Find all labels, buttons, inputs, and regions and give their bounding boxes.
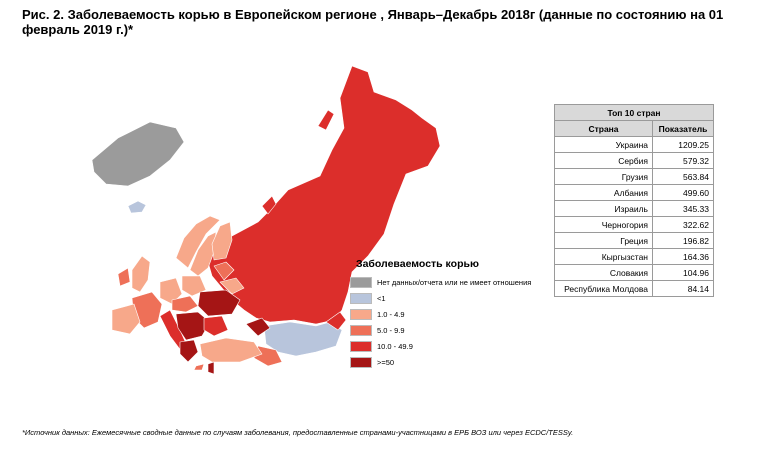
country-cell: Грузия [555, 169, 653, 185]
value-cell: 196.82 [653, 233, 714, 249]
value-cell: 563.84 [653, 169, 714, 185]
region-cyprus [194, 364, 204, 370]
table-row [555, 169, 714, 185]
column-header-value: Показатель [653, 121, 714, 137]
table-row [555, 137, 714, 153]
legend-swatch [350, 357, 372, 368]
region-israel [208, 362, 214, 374]
legend-item [350, 338, 565, 354]
country-cell: Словакия [555, 265, 653, 281]
value-cell: 499.60 [653, 185, 714, 201]
value-cell: 104.96 [653, 265, 714, 281]
legend-swatch [350, 277, 372, 288]
region-romania [204, 316, 228, 336]
table-row [555, 281, 714, 297]
country-cell: Албания [555, 185, 653, 201]
value-cell: 345.33 [653, 201, 714, 217]
region-spain [112, 304, 140, 334]
page-title: Рис. 2. Заболеваемость корью в Европейском регионе , Январь–Декабрь 2018г (данные по состоянию на 01 февраль 2019 г.)* [22, 7, 724, 37]
legend-swatch [350, 325, 372, 336]
value-cell: 1209.25 [653, 137, 714, 153]
table-row [555, 185, 714, 201]
region-turkey [200, 338, 262, 362]
legend-swatch [350, 341, 372, 352]
legend-label: 5.0 - 9.9 [377, 325, 405, 335]
legend-title: Заболеваемость корью [356, 258, 479, 270]
region-russia-islands [318, 110, 334, 130]
value-cell: 322.62 [653, 217, 714, 233]
legend-label: >=50 [377, 357, 395, 367]
legend-label: <1 [377, 293, 386, 303]
table-row [555, 249, 714, 265]
legend-item [350, 306, 565, 322]
legend-label: 1.0 - 4.9 [377, 309, 405, 319]
legend-item [350, 354, 565, 370]
region-greece [180, 340, 198, 362]
country-cell: Сербия [555, 153, 653, 169]
legend-item [350, 322, 565, 338]
value-cell: 579.32 [653, 153, 714, 169]
table-row [555, 217, 714, 233]
legend [350, 258, 565, 370]
legend-label: Нет данных/отчета или не имеет отношения [377, 277, 532, 287]
region-iceland [128, 201, 146, 213]
table-row [555, 233, 714, 249]
region-ireland [118, 268, 130, 286]
legend-label: 10.0 - 49.9 [377, 341, 413, 351]
table-caption: Топ 10 стран [555, 105, 714, 121]
value-cell: 84.14 [653, 281, 714, 297]
region-greenland [92, 122, 184, 186]
top10-table [554, 104, 714, 297]
table-row [555, 265, 714, 281]
legend-swatch [350, 293, 372, 304]
legend-swatch [350, 309, 372, 320]
country-cell: Греция [555, 233, 653, 249]
legend-item [350, 274, 565, 290]
column-header-country: Страна [555, 121, 653, 137]
country-cell: Украина [555, 137, 653, 153]
country-cell: Кыргызстан [555, 249, 653, 265]
source-note: *Источник данных: Ежемесячные сводные данные по случаям заболевания, предоставленные странами-участницами в ЕРБ ВОЗ или через ECDC/TESSy. [22, 428, 574, 437]
country-cell: Израиль [555, 201, 653, 217]
table-row [555, 153, 714, 169]
country-cell: Черногория [555, 217, 653, 233]
country-cell: Республика Молдова [555, 281, 653, 297]
value-cell: 164.36 [653, 249, 714, 265]
region-uk [132, 256, 150, 292]
table-row [555, 201, 714, 217]
legend-item [350, 290, 565, 306]
